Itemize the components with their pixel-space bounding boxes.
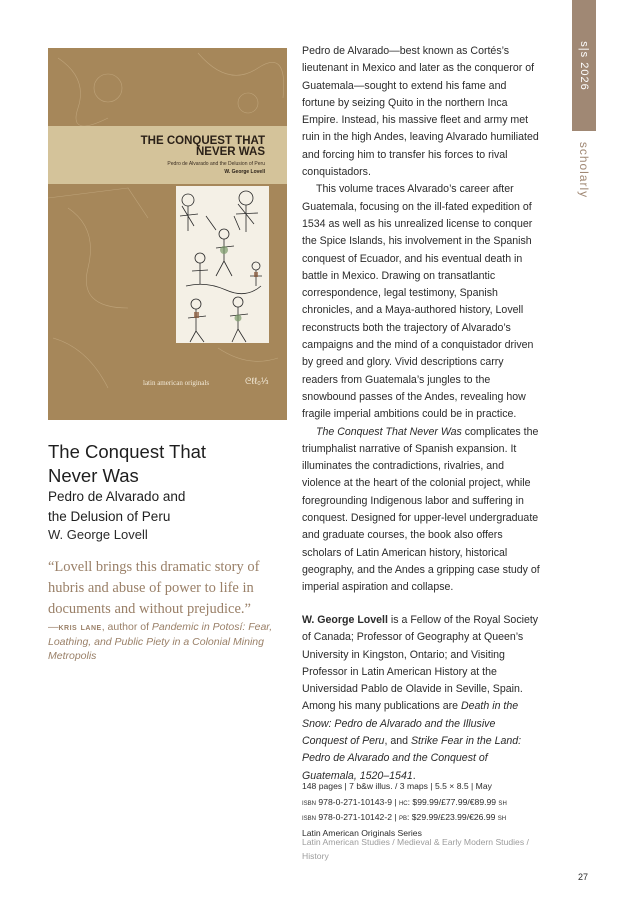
season-label: s|s 2026 [578, 41, 590, 91]
endorsement-attribution: —kris lane, author of Pandemic in Potosí: Fear, Loathing, and Public Piety in a Colonial Mining Metropolis [48, 621, 273, 662]
book-description [302, 43, 542, 597]
description-paragraph: The Conquest That Never Was complicates the triumphalist narrative of Spanish expansion. It illuminates the contradictions, rivalries, and violence at the heart of the colonial project, while foregrounding Indigenous labor and suffering in conquest. Designed for upper-level undergraduate and graduate courses, the book also offers scholars of Latin American history, historical geography, and the Andes a gripping case study of imperial aspiration and collapse. [302, 425, 540, 594]
cover-author: W. George Lovell [224, 169, 265, 175]
author-bio: W. George Lovell is a Fellow of the Royal Society of Canada; Professor of Geography at Queen’s University in Kingston, Ontario; and Visiting Professor in Latin American History at the Universidad Pablo de Olavide in Seville, Spain. Among his many publications are Death in the Snow: Pedro de Alvarado and the Illusive Conquest of Peru, and Strike Fear in the Land: Pedro de Alvarado and the Conquest of Guatemala, 1520–1541. [302, 614, 539, 782]
subject-categories: Latin American Studies / Medieval & Early Modern Studies / History [302, 837, 529, 861]
cover-subtitle: Pedro de Alvarado and the Delusion of Peru [167, 161, 265, 167]
book-cover [48, 48, 287, 420]
page-number: 27 [578, 872, 589, 882]
endorsement-quote: “Lovell brings this dramatic story of hubris and abuse of power to life in documents and without prejudice.” [48, 559, 260, 617]
cover-series: latin american originals [143, 379, 210, 387]
series-logo: ᘓℓℓ₀⅓ [245, 376, 269, 386]
description-paragraph: Pedro de Alvarado—best known as Cortés’s lieutenant in Mexico and later as the conqueror of Guatemala—sought to extend his fame and fortune by seizing Quito in the northern Inca Empire. Instead, his massive fleet and army met ruin in the high Andes, leaving Alvarado humiliated and forcing him to transfer his forces to rival conquistadors. [302, 45, 539, 179]
book-subtitle: Pedro de Alvarado and the Delusion of Peru [48, 489, 186, 524]
book-author: W. George Lovell [48, 527, 148, 542]
section-label: scholarly [577, 141, 591, 199]
cover-title: THE CONQUEST THAT NEVER WAS [140, 135, 265, 158]
book-specs: 148 pages | 7 b&w illus. / 3 maps | 5.5 × 8.5 | May isbn 978-0-271-10143-9 | hc: $99.99/£77.99/€89.99 sh isbn 978-0-271-10142-2 | pb: $29.99/£23.99/€26.99 sh Latin American Originals Series [302, 781, 507, 838]
codex-illustration [176, 186, 269, 343]
book-title: The Conquest That Never Was [48, 441, 207, 486]
description-paragraph: This volume traces Alvarado’s career after Guatemala, focusing on the ill-fated expedition of 1534 as well as his unrealized license to conquer the Spice Islands, his involvement in the Spanish conquest of Ecuador, and his eventual death in battle in Mexico. Drawing on transatlantic correspondence, legal testimony, Spanish chronicles, and a Maya-authored history, Lovell reconstructs both the trajectory of Alvarado’s campaigns and the mind of a conquistador driven by greed and glory. Vivid descriptions carry readers from Guatemala’s jungles to the snowbound passes of the Andes, revealing how fragile imperial ambitions could be in practice. [302, 183, 534, 421]
